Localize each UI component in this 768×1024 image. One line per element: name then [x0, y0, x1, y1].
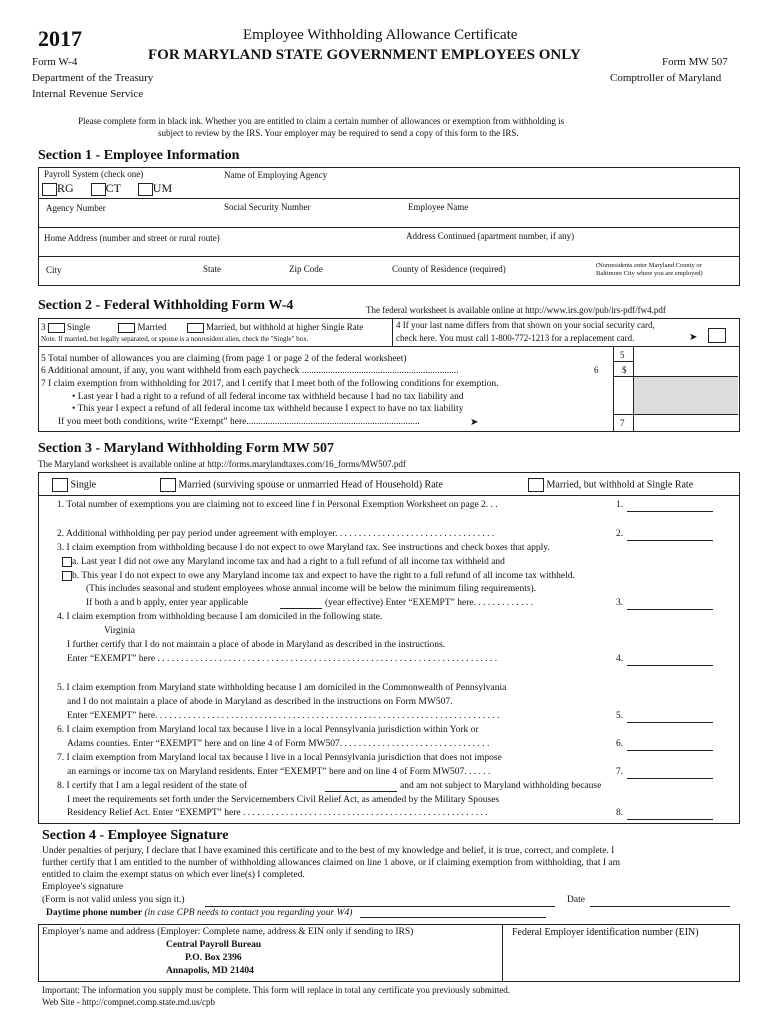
md-line-6-input[interactable]: [627, 750, 713, 751]
md-line-3a-checkbox[interactable]: [62, 557, 72, 567]
section-3-title: Section 3 - Maryland Withholding Form MW 507: [38, 441, 334, 456]
irs-label: Internal Revenue Service: [32, 88, 144, 100]
federal-married-higher-checkbox[interactable]: [187, 323, 204, 333]
md-line-5-text: 5. I claim exemption from Maryland state withholding because I am domiciled in the Commonwealth of Pennsylvania: [57, 683, 507, 693]
employer-label: Employer's name and address (Employer: Complete name, address & EIN only if sending to IRS): [42, 927, 414, 937]
employer-po-box: P.O. Box 2396: [185, 953, 242, 963]
line-7-bullet-2: • This year I expect a refund of all federal income tax withheld because I expect to have no tax liability: [72, 404, 464, 414]
page-subtitle: FOR MARYLAND STATE GOVERNMENT EMPLOYEES ONLY: [148, 47, 581, 63]
um-checkbox[interactable]: [138, 183, 153, 196]
arrow-right-icon: ➤: [470, 417, 479, 428]
perjury-text-3: entitled to claim the exempt status on which ever line(s) I completed.: [42, 870, 305, 880]
md-line-4-exempt-text: Enter “EXEMPT” here . . . . . . . . . . . . . . . . . . . . . . . . . . . . . . . . . . . . . . . . . . . . . . . . . . . . . . . . . . . . . . . . . . . . . . . .: [67, 654, 498, 664]
zip-label: Zip Code: [289, 264, 323, 274]
md-line-7-number: 7.: [616, 767, 624, 777]
form-year: 2017: [38, 26, 82, 51]
employer-city: Annapolis, MD 21404: [166, 966, 254, 976]
md-line-7-text: 7. I claim exemption from Maryland local tax because I live in a local Pennsylvania jurisdiction that does not impose: [57, 753, 502, 763]
line-7-text: 7 I claim exemption from withholding for 2017, and I certify that I meet both of the following conditions for exemption.: [41, 379, 499, 389]
section-1-title: Section 1 - Employee Information: [38, 148, 240, 163]
line-3-number: 3: [41, 322, 46, 332]
md-line-8-input[interactable]: [627, 819, 713, 820]
important-note: Important: The information you supply must be complete. This form will replace in total any certificate you previously submitted.: [42, 985, 511, 995]
federal-married-higher-label: Married, but withhold at higher Single Rate: [206, 322, 364, 332]
md-married-checkbox[interactable]: [160, 478, 176, 492]
federal-exempt-input[interactable]: [634, 415, 738, 430]
form-w4-label: Form W-4: [32, 56, 78, 68]
md-line-2-text: 2. Additional withholding per pay period under agreement with employer. . . . . . . . . . . . . . . . . . . . . . . . . . . . . . . . . .: [57, 529, 495, 539]
line-7-exempt-text: If you meet both conditions, write “Exempt” here.........................................................................: [58, 417, 420, 427]
maryland-worksheet-note: The Maryland worksheet is available online at http://forms.marylandtaxes.com/16_forms/MW507.pdf: [38, 459, 406, 469]
md-line-1-text: 1. Total number of exemptions you are claiming not to exceed line f in Personal Exemption Worksheet on page 2. . .: [57, 500, 498, 510]
md-line-1-number: 1.: [616, 500, 624, 510]
ct-label: CT: [105, 181, 121, 195]
payroll-system-label: Payroll System (check one): [44, 169, 144, 179]
md-line-1-input[interactable]: [627, 511, 713, 512]
md-line-6-exempt-text: Adams counties. Enter “EXEMPT” here and on line 4 of Form MW507. . . . . . . . . . . . . . . . . . . . . . . . . . . . . . . .: [67, 739, 490, 749]
perjury-text-2: further certify that I am entitled to the number of withholding allowances claimed on line 1 above, or if claiming exemption from withholding, that I am: [42, 858, 621, 868]
md-line-3-input[interactable]: [627, 609, 713, 610]
nonresident-note-2: Baltimore City where you are employed): [596, 270, 703, 277]
md-married-single-checkbox[interactable]: [528, 478, 544, 492]
md-single-label: Single: [70, 479, 97, 491]
ct-checkbox[interactable]: [91, 183, 106, 196]
um-label: UM: [152, 181, 173, 195]
md-married-label: Married (surviving spouse or unmarried Head of Household) Rate: [178, 479, 443, 491]
name-differs-checkbox[interactable]: [708, 328, 726, 343]
federal-worksheet-note: The federal worksheet is available online at http://www.irs.gov/pub/irs-pdf/fw4.pdf: [366, 305, 666, 315]
box-5-number: 5: [620, 350, 625, 360]
city-label: City: [46, 265, 62, 275]
md-line-3-exempt-text: (year effective) Enter “EXEMPT” here. . . . . . . . . . . . .: [325, 598, 533, 608]
box-7-number: 7: [620, 418, 625, 428]
employee-name-label: Employee Name: [408, 202, 469, 212]
md-line-6-number: 6.: [616, 739, 624, 749]
md-line-3b-checkbox[interactable]: [62, 571, 72, 581]
phone-label: Daytime phone number: [46, 908, 143, 918]
instructions-line-1: Please complete form in black ink. Whether you are entitled to claim a certain number of allowances or exemption from withholding is: [78, 116, 565, 126]
md-line-5-exempt-text: Enter “EXEMPT” here. . . . . . . . . . . . . . . . . . . . . . . . . . . . . . . . . . . . . . . . . . . . . . . . . . . . . . . . . . . . . . . . . . . . . . . . .: [67, 711, 500, 721]
federal-married-label: Married: [137, 322, 167, 332]
md-line-3a-text: a. Last year I did not owe any Maryland income tax and had a right to a full refund of all income tax withheld and: [72, 557, 505, 568]
employer-name: Central Payroll Bureau: [166, 940, 262, 950]
section-4-title: Section 4 - Employee Signature: [42, 828, 229, 843]
form-mw507-label: Form MW 507: [662, 56, 728, 68]
agency-name-label: Name of Employing Agency: [224, 170, 328, 180]
md-line-2-number: 2.: [616, 529, 624, 539]
additional-amount-input[interactable]: [634, 362, 738, 376]
box-6-number: 6: [594, 365, 599, 375]
md-line-5-number: 5.: [616, 711, 624, 721]
md-line-6-text: 6. I claim exemption from Maryland local tax because I live in a local Pennsylvania jurisdiction within York or: [57, 725, 479, 735]
md-line-4-text: 4. I claim exemption from withholding because I am domiciled in the following state.: [57, 612, 383, 622]
comptroller-label: Comptroller of Maryland: [610, 72, 722, 84]
rg-checkbox[interactable]: [42, 183, 57, 196]
date-label: Date: [567, 895, 585, 905]
county-label: County of Residence (required): [392, 264, 506, 274]
federal-single-checkbox[interactable]: [48, 323, 65, 333]
md-line-7-input[interactable]: [627, 778, 713, 779]
department-label: Department of the Treasury: [32, 72, 154, 84]
allowances-input[interactable]: [634, 347, 738, 361]
section-2-title: Section 2 - Federal Withholding Form W-4: [38, 298, 294, 313]
phone-note: (in case CPB needs to contact you regarding your W4): [144, 908, 353, 918]
box-6-dollar: $: [622, 365, 627, 375]
agency-name-field[interactable]: [224, 182, 734, 196]
date-input[interactable]: [590, 906, 730, 907]
md-line-4-certify: I further certify that I do not maintain a place of abode in Maryland as described in the instructions.: [67, 640, 446, 650]
agency-number-label: Agency Number: [46, 203, 106, 213]
signature-note: (Form is not valid unless you sign it.): [42, 895, 185, 905]
md-line-5-input[interactable]: [627, 722, 713, 723]
md-line-5-text-2: and I do not maintain a place of abode in Maryland as described in the instructions on Form MW507.: [67, 697, 453, 707]
home-address-label: Home Address (number and street or rural route): [44, 233, 220, 243]
md-year-input[interactable]: [280, 608, 322, 609]
page-title: Employee Withholding Allowance Certificate: [243, 27, 518, 43]
federal-single-label: Single: [67, 322, 91, 332]
md-married-single-label: Married, but withhold at Single Rate: [546, 479, 694, 491]
md-line-3-year-text: If both a and b apply, enter year applicable: [86, 598, 249, 608]
md-line-3-text: 3. I claim exemption from withholding because I do not expect to owe Maryland tax. See instructions and check boxes that apply.: [57, 543, 550, 553]
arrow-right-icon: ➤: [689, 332, 698, 343]
section-2-note: Note. If married, but legally separated, or spouse is a nonresident alien, check the "Single" box.: [41, 335, 309, 343]
signature-label: Employee's signature: [42, 882, 124, 892]
state-label: State: [203, 264, 221, 274]
md-line-2-input[interactable]: [627, 540, 713, 541]
line-4-text-2: check here. You must call 1-800-772-1213 for a replacement card.: [396, 333, 635, 343]
md-line-3b-text: b. This year I do not expect to owe any Maryland income tax and expect to have the right to a full refund of all income tax withheld.: [72, 571, 575, 582]
md-line-4-input[interactable]: [627, 665, 713, 666]
perjury-text-1: Under penalties of perjury, I declare that I have examined this certificate and to the best of my knowledge and belief, it is true, correct, and complete. I: [42, 846, 615, 856]
instructions-line-2: subject to review by the IRS. Your employer may be required to send a copy of this form to the IRS.: [158, 128, 519, 138]
line-7-bullet-1: • Last year I had a right to a refund of all federal income tax withheld because I had no tax liability and: [72, 392, 464, 402]
ein-label: Federal Employer identification number (EIN): [512, 927, 699, 938]
md-line-7-exempt-text: an earnings or income tax on Maryland residents. Enter “EXEMPT” here and on line 4 of Form MW507. . . . . .: [67, 767, 491, 777]
signature-input[interactable]: [205, 906, 555, 907]
line-5-text: 5 Total number of allowances you are claiming (from page 1 or page 2 of the federal worksheet): [41, 354, 407, 364]
md-single-checkbox[interactable]: [52, 478, 68, 492]
md-line-8-exempt-text: Residency Relief Act. Enter “EXEMPT” here . . . . . . . . . . . . . . . . . . . . . . . . . . . . . . . . . . . . . . . . . . . . . . . . . . . .: [67, 808, 488, 818]
website-link[interactable]: Web Site - http://compnet.comp.state.md.us/cpb: [42, 997, 215, 1007]
ssn-label: Social Security Number: [224, 202, 311, 212]
md-line-4-number: 4.: [616, 654, 624, 664]
federal-married-checkbox[interactable]: [118, 323, 135, 333]
nonresident-note-1: (Nonresidents enter Maryland County or: [596, 262, 702, 269]
md-line-8-text-c: I meet the requirements set forth under the Servicemembers Civil Relief Act, as amended by the Military Spouses: [67, 795, 500, 805]
phone-input[interactable]: [360, 917, 546, 918]
md-line-3-number: 3.: [616, 598, 624, 608]
md-line-4-state[interactable]: Virginia: [104, 626, 135, 636]
address-continued-label: Address Continued (apartment number, if any): [406, 231, 575, 241]
md-line-8-number: 8.: [616, 808, 624, 818]
md-line-8-state-input[interactable]: [325, 791, 397, 792]
line-6-text: 6 Additional amount, if any, you want withheld from each paycheck ..................................................................: [41, 366, 459, 376]
md-line-8-text-b: and am not subject to Maryland withholding because: [400, 781, 602, 791]
md-line-3-note: (This includes seasonal and student employees whose annual income will be below the minimum filing requirements).: [86, 584, 537, 594]
line-4-text-1: 4 If your last name differs from that shown on your social security card,: [396, 320, 655, 330]
md-line-8-text: 8. I certify that I am a legal resident of the state of: [57, 781, 248, 791]
rg-label: RG: [57, 181, 74, 195]
